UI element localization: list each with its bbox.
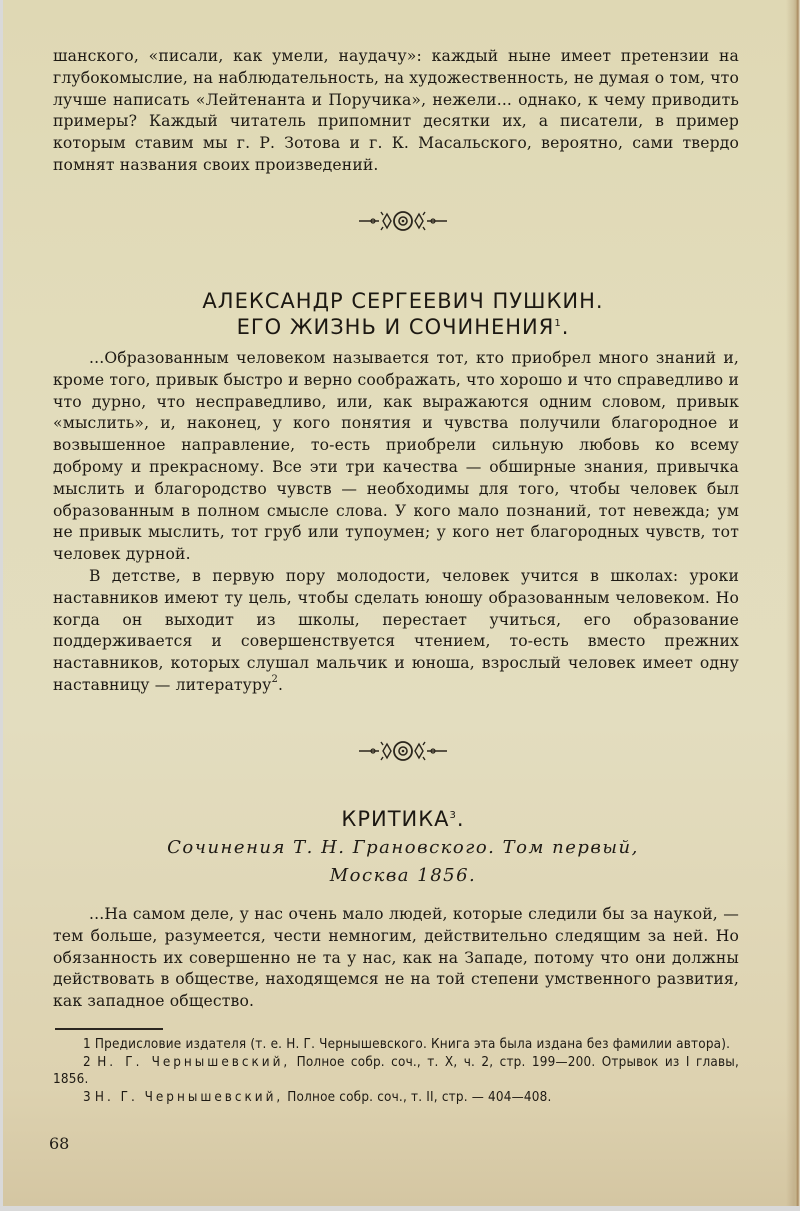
title-line-1: АЛЕКСАНДР СЕРГЕЕВИЧ ПУШКИН.: [202, 289, 604, 313]
subtitle-line-1: Сочинения Т. Н. Грановского. Том первый,: [167, 837, 639, 858]
kritika-paragraph: ...На самом деле, у нас очень мало людей, которые следили бы за наукой, — тем больше, разумеется, чести немногим, действительно следящим за ней. Но обязанность их совершенно не та у нас, как на Западе, потому что они должны действовать в обществе, находящемся не на той степени умственного развития, как западное общество.: [53, 905, 739, 1011]
footnote-3: 3 Н. Г. Чернышевский, Полное собр. соч., т. II, стр. — 404—408.: [83, 1089, 552, 1105]
pushkin-paragraph-2: В детстве, в первую пору молодости, человек учится в школах: уроки наставников имеют ту цель, чтобы сделать юношу образованным человеком. Но когда он выходит из школы, перестает учиться, его образование поддерживается и совершенствуется чтением, то-есть вместо прежних наставников, которых слушал мальчик и юноша, взрослый человек имеет одну наставницу — литературу$^2$.: [53, 566, 739, 694]
footnote-separator: [55, 1028, 163, 1030]
subtitle-line-2: Москва 1856.: [329, 865, 477, 886]
section-title-kritika: КРИТИКА$^3$.: [341, 807, 465, 831]
section-title-pushkin: [3, 288, 800, 340]
footnote-1: 1 Предисловие издателя (т. е. Н. Г. Чернышевского. Книга эта была издана без фамилии автора).: [83, 1037, 731, 1052]
ornament-divider-icon: [3, 738, 800, 764]
footnote-ref-1[interactable]: 1: [554, 318, 562, 329]
page-edge-shadow: [786, 0, 800, 1206]
intro-text-block: [53, 46, 739, 177]
pushkin-paragraph-1: ...Образованным человеком называется тот, кто приобрел много знаний и, кроме того, привык быстро и верно соображать, что хорошо и что справедливо и что дурно, что несправедливо, или, как выражаются одним словом, привык «мыслить», и, наконец, у кого понятия и чувства получили благородное и возвышенное направление, то-есть приобрели сильную любовь ко всему доброму и прекрасному. Все эти три качества — обширные знания, привычка мыслить и благородство чувств — необходимы для того, чтобы человек был образованным в полном смысле слова. У кого мало познаний, тот невежда; ум не привык мыслить, тот груб или тупоумен; у кого нет благородных чувств, тот человек дурной.: [53, 349, 739, 564]
page-number: 68: [49, 1134, 70, 1153]
footnote-2: 2 Н. Г. Чернышевский, Полное собр. соч., т. X, ч. 2, стр. 199—200. Отрывок из I главы, 1856.: [53, 1054, 739, 1087]
kritika-text-block: [53, 904, 739, 1013]
section-subtitle: [3, 834, 800, 890]
title-line-2: ЕГО ЖИЗНЬ И СОЧИНЕНИЯ$^1$.: [236, 315, 570, 339]
footnotes: [53, 1036, 739, 1106]
ornament-divider-icon: [3, 208, 800, 234]
pushkin-text-block: [53, 348, 739, 697]
footnote-ref-3[interactable]: 3: [449, 810, 457, 821]
book-page: [3, 0, 800, 1206]
footnote-ref-2[interactable]: 2: [271, 673, 278, 685]
intro-paragraph: шанского, «писали, как умели, наудачу»: каждый ныне имеет претензии на глубокомыслие, на наблюдательность, на художественность, не думая о том, что лучше написать «Лейтенанта и Поручика», нежели... однако, к чему приводить примеры? Каждый читатель припомнит десятки их, а писатели, в пример которым ставим мы г. Р. Зотова и г. К. Масальского, вероятно, сами твердо помнят названия своих произведений.: [53, 47, 739, 174]
